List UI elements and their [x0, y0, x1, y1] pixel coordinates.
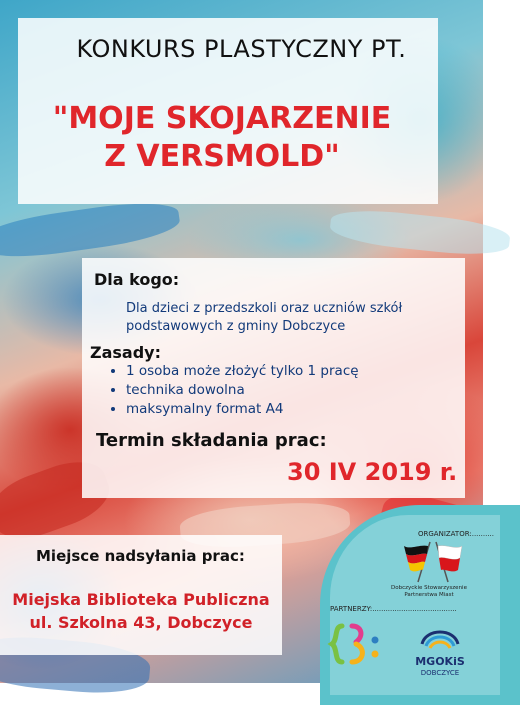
logo-shape-yellow: [352, 644, 362, 662]
organizer-name-line2: Partnerstwa Miast: [404, 592, 454, 598]
partners-label: PARTNERZY:......................................: [330, 605, 457, 613]
contest-theme-line1: "MOJE SKOJARZENIE: [52, 101, 392, 136]
mgokis-name: MGOKiS: [415, 655, 465, 668]
rule-item: • maksymalny format A4: [126, 400, 359, 419]
deadline-date: 30 IV 2019 r.: [287, 458, 458, 486]
logo-wave-inner: [430, 642, 450, 648]
rules-heading: Zasady:: [90, 343, 161, 362]
logo-dot: [372, 651, 379, 658]
submission-heading: Miejsce nadsyłania prac:: [36, 547, 245, 565]
partner-library-logo: [330, 622, 386, 670]
partner-mgokis-logo: [418, 622, 462, 654]
organizer-label: ORGANIZATOR:..........: [418, 530, 494, 538]
mgokis-town: DOBCZYCE: [420, 669, 460, 677]
submission-venue: Miejska Biblioteka Publiczna: [12, 590, 270, 609]
polish-flag-red: [439, 558, 460, 572]
audience-line1: Dla dzieci z przedszkoli oraz uczniów szkół: [126, 301, 403, 316]
logo-brace-left: [332, 626, 342, 662]
audience-heading: Dla kogo:: [94, 270, 180, 289]
logo-dot: [372, 637, 379, 644]
organizer-flags-logo: [400, 540, 466, 584]
submission-address: ul. Szkolna 43, Dobczyce: [29, 613, 253, 632]
paint-streak: [0, 196, 182, 263]
polish-flag-white: [438, 546, 462, 560]
logo-shape-pink: [352, 626, 361, 642]
organizer-name-line1: Dobczyckie Stowarzyszenie: [391, 585, 467, 591]
contest-theme: [22, 100, 422, 176]
contest-theme-line2: Z VERSMOLD": [104, 139, 340, 174]
organizer-name: [375, 585, 483, 599]
rule-item: • 1 osoba może złożyć tylko 1 pracę: [126, 362, 359, 381]
audience-line2: podstawowych z gminy Dobczyce: [126, 319, 346, 334]
rules-list: [110, 362, 359, 419]
rule-item: • technika dowolna: [126, 381, 359, 400]
deadline-label: Termin składania prac:: [96, 430, 327, 451]
paint-streak: [329, 206, 512, 260]
contest-title: KONKURS PLASTYCZNY PT.: [76, 35, 407, 63]
